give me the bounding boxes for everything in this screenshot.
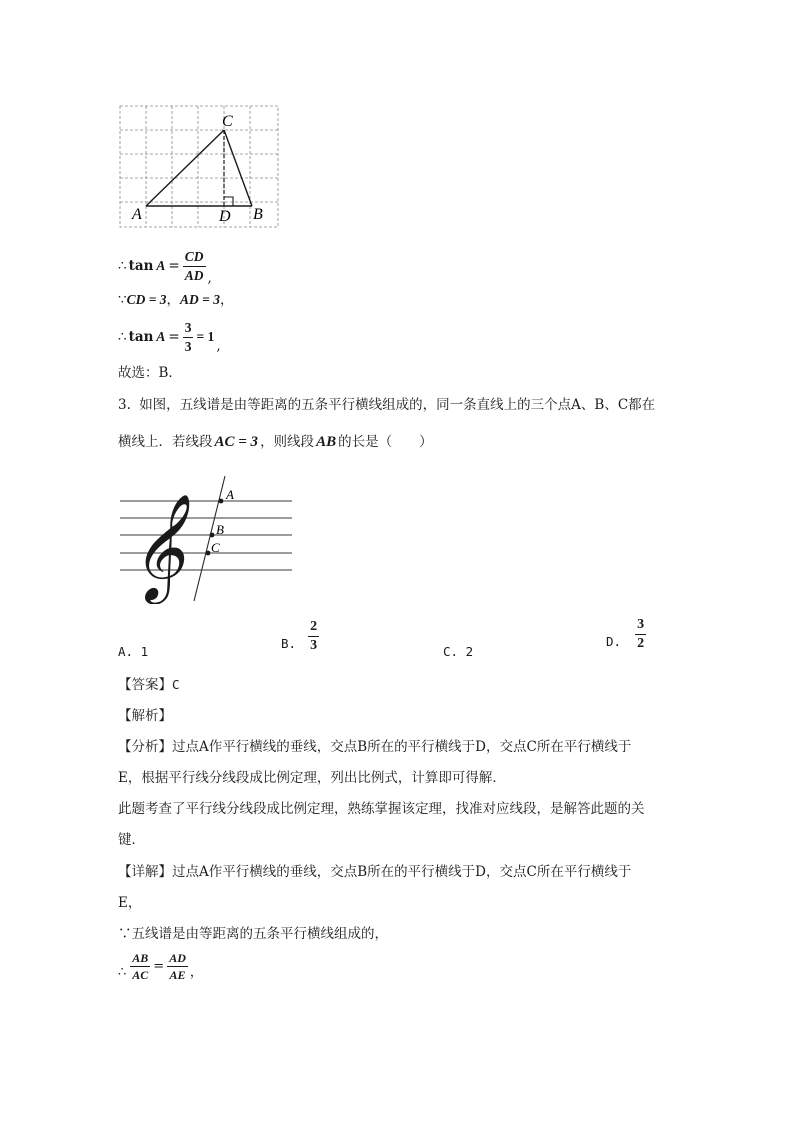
option-b-fraction: $\frac{2}{3}$ [310, 619, 318, 653]
triangle-abc [146, 130, 252, 206]
question-3-line-2: 横线上．若线段 AC = 3 ，则线段 AB 的长是（ ） [118, 434, 433, 450]
analysis-line-1: 【分析】过点A作平行横线的垂线，交点B所在的平行横线于D，交点C所在平行横线于 [118, 739, 632, 755]
option-c[interactable]: C. 2 [443, 644, 474, 659]
option-d-fraction: $\frac{3}{2}$ [637, 617, 645, 651]
solution-line-tan-result: ∴ tan A = $\frac{3}{3}$ = 1 , [118, 320, 221, 354]
solution-line-tan-ratio: ∴ tan A = $\frac{CD}{AD}$ , [118, 249, 212, 286]
prev-answer-line: 故选：B． [118, 365, 182, 381]
option-a[interactable]: A. 1 [118, 644, 149, 659]
detail-line-3: ∵五线谱是由等距离的五条平行横线组成的， [118, 926, 388, 942]
label-D: D [219, 208, 231, 225]
analysis-line-2: E，根据平行线分线段成比例定理，列出比例式，计算即可得解． [118, 770, 506, 786]
detail-ratio-line: ∴ $\frac{AB}{AC}$ = $\frac{AD}{AE}$ ， [118, 951, 203, 982]
staff-label-B: B [216, 522, 224, 537]
detail-line-1: 【详解】过点A作平行横线的垂线，交点B所在的平行横线于D，交点C所在平行横线于 [118, 864, 632, 880]
music-staff-figure [118, 474, 294, 604]
analysis-header: 【解析】 [118, 708, 172, 724]
label-C: C [222, 113, 233, 130]
answer-line [118, 675, 180, 695]
right-angle-mark [224, 197, 233, 206]
point-B [210, 533, 215, 538]
label-A: A [132, 206, 142, 223]
fraction-ab-ac: $\frac{AB}{AC}$ [132, 951, 149, 982]
answer-value: C [172, 677, 180, 692]
detail-line-2: E， [118, 895, 142, 911]
analysis-line-4: 键． [118, 832, 145, 848]
fraction-cd-ad: $\frac{CD}{AD}$ [184, 249, 204, 283]
solution-line-given: ∵CD = 3，AD = 3， [118, 292, 234, 308]
point-C [206, 551, 211, 556]
triangle-grid-figure [118, 104, 283, 230]
question-3-line-1: 3. 如图，五线谱是由等距离的五条平行横线组成的，同一条直线上的三个点A、B、C都在 [118, 397, 656, 413]
staff-label-C: C [211, 540, 220, 555]
option-b[interactable]: B. $\frac{2}{3}$ [281, 619, 318, 653]
staff-label-A: A [226, 487, 234, 502]
fraction-3-3: $\frac{3}{3}$ [184, 320, 192, 354]
point-A [219, 499, 224, 504]
question-number: 3. [118, 397, 131, 413]
answer-tag: 【答案】 [118, 677, 172, 693]
treble-clef-icon: 𝄞 [130, 493, 185, 600]
analysis-line-3: 此题考查了平行线分线段成比例定理，熟练掌握该定理，找准对应线段，是解答此题的关 [118, 801, 645, 817]
slanted-line [194, 476, 225, 601]
fraction-ad-ae: $\frac{AD}{AE}$ [169, 951, 186, 982]
label-B: B [253, 206, 263, 223]
option-d[interactable]: D. $\frac{3}{2}$ [606, 617, 645, 651]
